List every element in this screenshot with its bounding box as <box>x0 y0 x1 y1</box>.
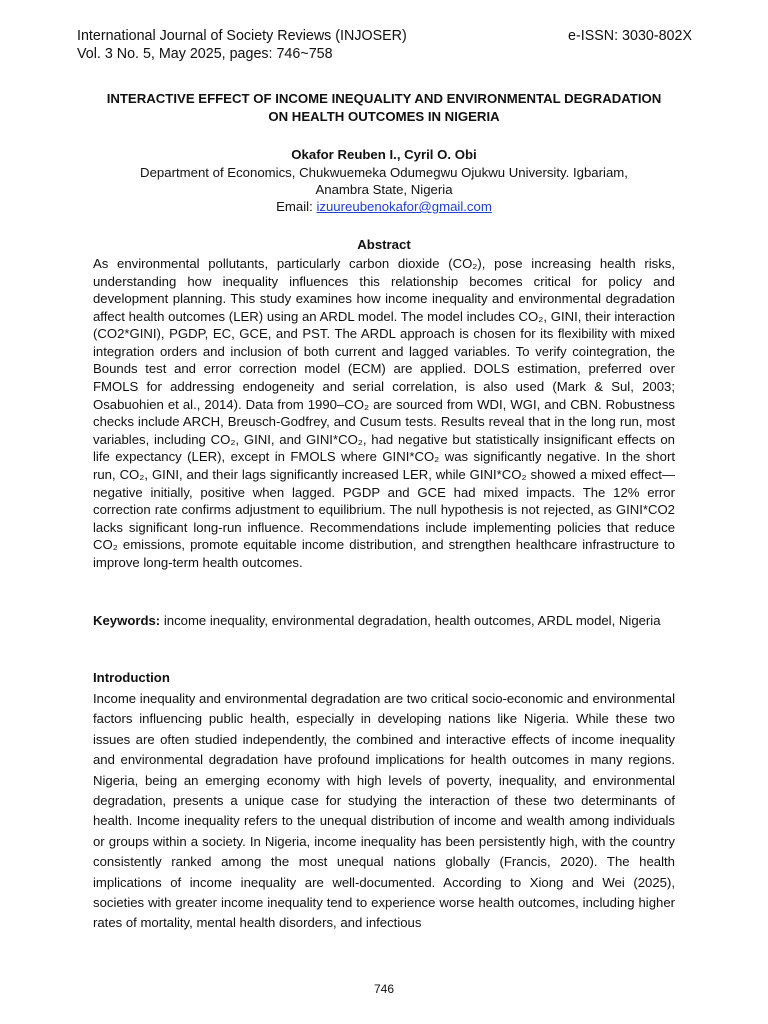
email-line <box>93 198 675 215</box>
author-names: Okafor Reuben I., Cyril O. Obi <box>291 147 477 162</box>
journal-header <box>77 27 692 63</box>
introduction-heading: Introduction <box>93 670 170 685</box>
journal-issn: e-ISSN: 3030-802X <box>568 28 692 44</box>
introduction-text: Income inequality and environmental degradation are two critical socio-economic and environmental factors influencing public health, especially in developing nations like Nigeria. While these two issues are often studied independently, the combined and interactive effects of income inequality and environmental degradation have profound implications for health outcomes in many regions. Nigeria, being an emerging economy with high levels of poverty, inequality, and environmental degradation, presents a unique case for studying the interaction of these two determinants of health. Income inequality refers to the unequal distribution of income and wealth among individuals or groups within a society. In Nigeria, income inequality has been persistently high, with the country consistently ranked among the most unequal nations globally (Francis, 2020). The health implications of income inequality are well-documented. According to Xiong and Wei (2025), societies with greater income inequality tend to experience worse health outcomes, including higher rates of mortality, mental health disorders, and infectious <box>93 691 675 931</box>
abstract-text: As environmental pollutants, particularly carbon dioxide (CO₂), pose increasing health risks, understanding how inequality influences this relationship becomes critical for policy and development planning. This study examines how income inequality and environmental degradation affect health outcomes (LER) using an ARDL model. The model includes CO₂, GINI, their interaction (CO2*GINI), PGDP, EC, GCE, and PST. The ARDL approach is chosen for its flexibility with mixed integration orders and inclusion of both current and lagged variables. To verify cointegration, the Bounds test and error correction model (ECM) are applied. DOLS estimation, preferred over FMOLS for addressing endogeneity and serial correlation, is also used (Mark & Sul, 2003; Osabuohien et al., 2014). Data from 1990–CO₂ are sourced from WDI, WGI, and CBN. Robustness checks include ARCH, Breusch-Godfrey, and Cusum tests. Results reveal that in the long run, most variables, including CO₂, GINI, and GINI*CO₂, had negative but statistically insignificant effects on life expectancy (LER), except in FMOLS where GINI*CO₂ was significantly negative. In the short run, CO₂, GINI, and their lags significantly increased LER, while GINI*CO₂ showed a mixed effect—negative initially, positive when lagged. PGDP and GCE had mixed impacts. The 12% error correction rate confirms adjustment to equilibrium. The null hypothesis is not rejected, as GINI*CO2 lacks significant long-run influence. Recommendations include implementing policies that reduce CO₂ emissions, promote equitable income distribution, and strengthen healthcare infrastructure to improve long-term health outcomes. <box>93 256 675 570</box>
keywords-label: Keywords: <box>93 613 161 628</box>
email-label: Email: <box>276 199 317 214</box>
page-number: 746 <box>373 982 395 996</box>
abstract-heading: Abstract <box>357 237 411 252</box>
journal-name: International Journal of Society Reviews (INJOSER) <box>77 28 407 44</box>
keywords-block <box>93 610 675 631</box>
affiliation-line-2: Anambra State, Nigeria <box>315 182 453 197</box>
journal-volume: Vol. 3 No. 5, May 2025, pages: 746~758 <box>77 46 333 62</box>
paper-title <box>93 90 675 126</box>
keywords-text: income inequality, environmental degradation, health outcomes, ARDL model, Nigeria <box>160 613 661 628</box>
journal-header-row <box>77 27 692 45</box>
email-link[interactable]: izuureubenokafor@gmail.com <box>316 199 492 214</box>
author-block <box>93 146 675 215</box>
paper-title-line-2: ON HEALTH OUTCOMES IN NIGERIA <box>268 109 500 124</box>
affiliation-line-1: Department of Economics, Chukwuemeka Odumegwu Ojukwu University. Igbariam, <box>140 165 628 180</box>
paper-title-line-1: INTERACTIVE EFFECT OF INCOME INEQUALITY AND ENVIRONMENTAL DEGRADATION <box>106 91 662 106</box>
